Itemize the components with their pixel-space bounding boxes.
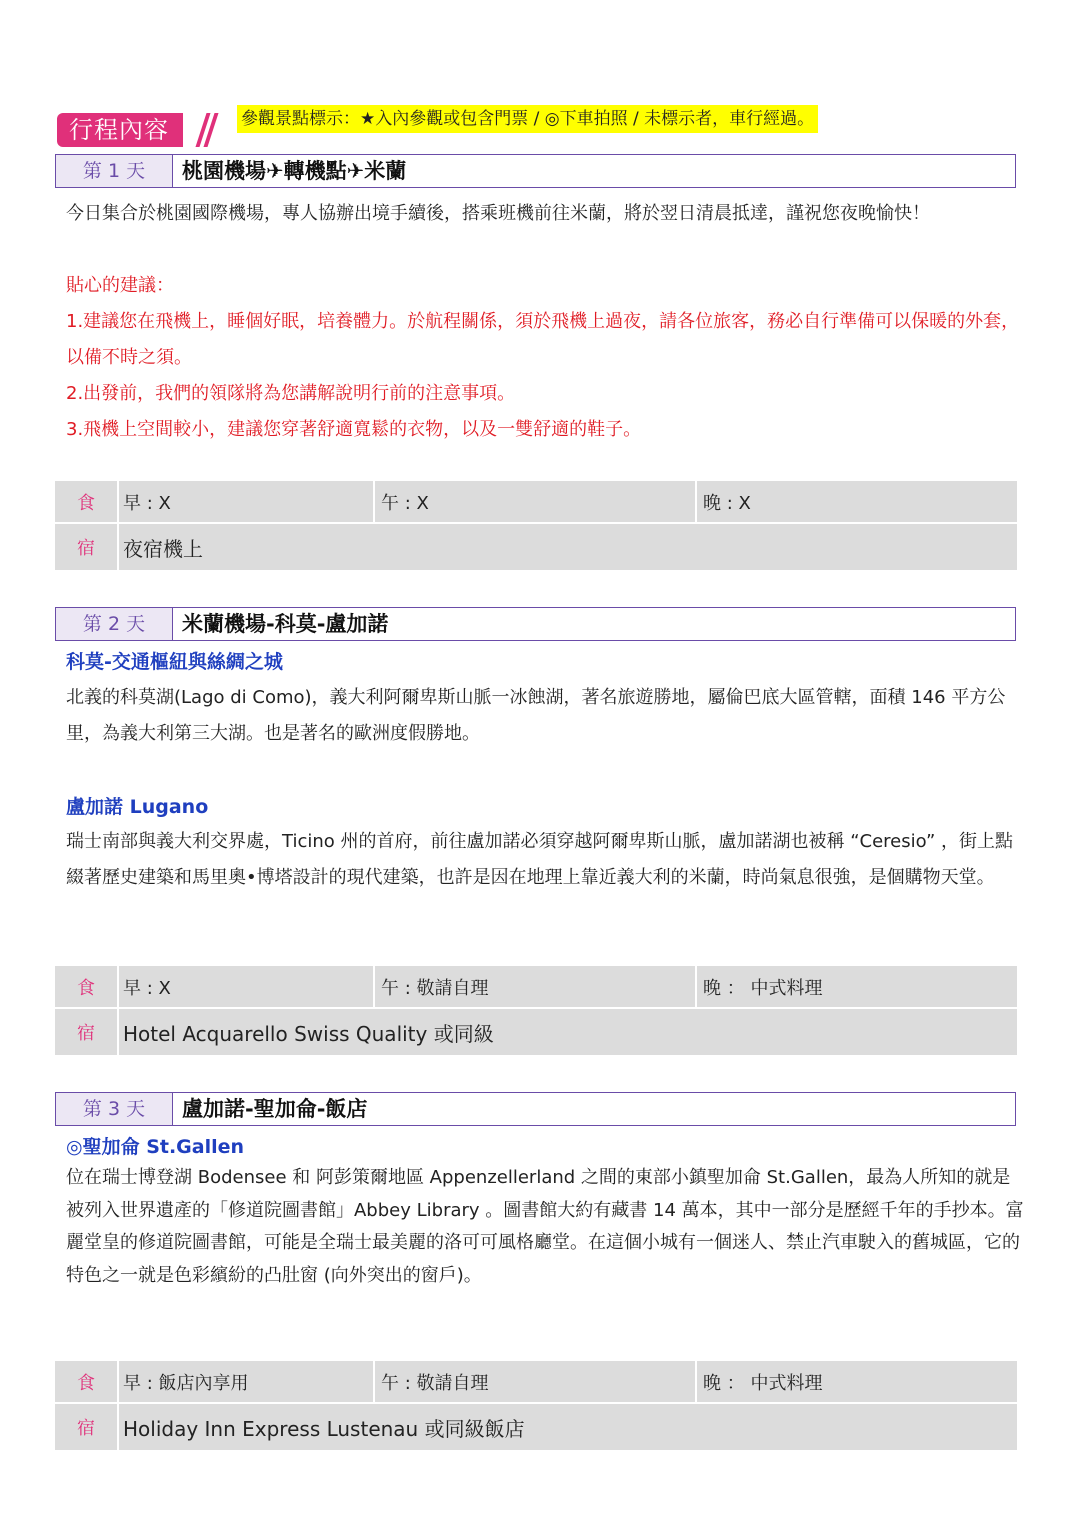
- breakfast: 早 : 飯店內享用: [123, 1372, 249, 1394]
- lunch: 午 : 敬請自理: [373, 966, 489, 1007]
- day-title: 米蘭機場-科莫-盧加諾: [182, 612, 389, 636]
- como-description: 北義的科莫湖(Lago di Como)，義大利阿爾卑斯山脈一冰蝕湖，著名旅遊勝地，屬倫巴底大區管轄，面積 146 平方公里，為義大利第三大湖。也是著名的歐洲度假勝地。: [66, 687, 1006, 744]
- day-1-meals-table: [55, 481, 1017, 570]
- lugano-subheading: 盧加諾 Lugano: [66, 796, 209, 818]
- hotel: 夜宿機上: [123, 536, 203, 561]
- lunch: 午 : 敬請自理: [373, 1361, 489, 1402]
- legend-note: 參觀景點標示：★入內參觀或包含門票 / ◎下車拍照 / 未標示者，車行經過。: [237, 105, 818, 133]
- day-1-header: [55, 154, 1016, 188]
- breakfast: 早 : X: [123, 977, 171, 999]
- day-1-intro: 今日集合於桃園國際機場，專人協辦出境手續後，搭乘班機前往米蘭，將於翌日清晨抵達，謹祝您夜晚愉快！: [66, 203, 930, 224]
- day-2-meals-table: [55, 966, 1017, 1055]
- meal-label: 食: [55, 1361, 119, 1402]
- lunch: 午 : X: [373, 481, 429, 522]
- st-gallen-subheading: ◎聖加侖 St.Gallen: [66, 1136, 245, 1158]
- hotel: Hotel Acquarello Swiss Quality 或同級: [123, 1021, 494, 1046]
- day-3-meals-table: [55, 1361, 1017, 1450]
- stay-label: 宿: [55, 524, 119, 570]
- tip-2: 2.出發前，我們的領隊將為您講解說明行前的注意事項。: [66, 383, 516, 404]
- hotel: Holiday Inn Express Lustenau 或同級飯店: [123, 1416, 525, 1441]
- breakfast: 早 : X: [123, 492, 171, 514]
- lugano-description: 瑞士南部與義大利交界處，Ticino 州的首府，前往盧加諾必須穿越阿爾卑斯山脈，盧加諾湖也被稱 “Ceresio” ，街上點綴著歷史建築和馬里奧•博塔設計的現代建築，也許是因在地理上靠近義大利的米蘭，時尚氣息很強，是個購物天堂。: [66, 831, 1014, 888]
- day-title: 盧加諾-聖加侖-飯店: [182, 1097, 368, 1121]
- meal-label: 食: [55, 966, 119, 1007]
- dinner: 晚 : X: [695, 481, 751, 522]
- day-number: 第 1 天: [56, 155, 173, 187]
- day-number: 第 2 天: [56, 608, 173, 640]
- itinerary-header: [55, 105, 1025, 151]
- dinner: 晚 ： 中式料理: [695, 1361, 822, 1402]
- day-title: 桃園機場✈轉機點✈米蘭: [182, 159, 407, 183]
- tip-1: 1.建議您在飛機上，睡個好眠，培養體力。於航程關係，須於飛機上過夜，請各位旅客，務必自行準備可以保暖的外套，以備不時之須。: [66, 311, 1020, 368]
- dinner: 晚 ： 中式料理: [695, 966, 822, 1007]
- meal-label: 食: [55, 481, 119, 522]
- st-gallen-description: 位在瑞士博登湖 Bodensee 和 阿彭策爾地區 Appenzellerland 之間的東部小鎮聖加侖 St.Gallen，最為人所知的就是被列入世界遺產的「修道院圖書館」Abbey Library 。圖書館大約有藏書 14 萬本，其中一部分是歷經千年的手抄本。富麗堂皇的修道院圖書館，可能是全瑞士最美麗的洛可可風格廳堂。在這個小城有一個迷人、禁止汽車駛入的舊城區，它的特色之一就是色彩繽紛的凸肚窗 (向外突出的窗戶)。: [66, 1167, 1024, 1286]
- section-title: 行程內容: [57, 113, 183, 147]
- day-2-header: [55, 607, 1016, 641]
- tips-title: 貼心的建議：: [66, 275, 174, 296]
- stay-label: 宿: [55, 1009, 119, 1055]
- como-subheading: 科莫-交通樞紐與絲綢之城: [66, 651, 283, 673]
- stay-label: 宿: [55, 1404, 119, 1450]
- day-number: 第 3 天: [56, 1093, 173, 1125]
- decorative-slashes: [197, 113, 217, 147]
- tip-3: 3.飛機上空間較小，建議您穿著舒適寬鬆的衣物，以及一雙舒適的鞋子。: [66, 419, 642, 440]
- day-3-header: [55, 1092, 1016, 1126]
